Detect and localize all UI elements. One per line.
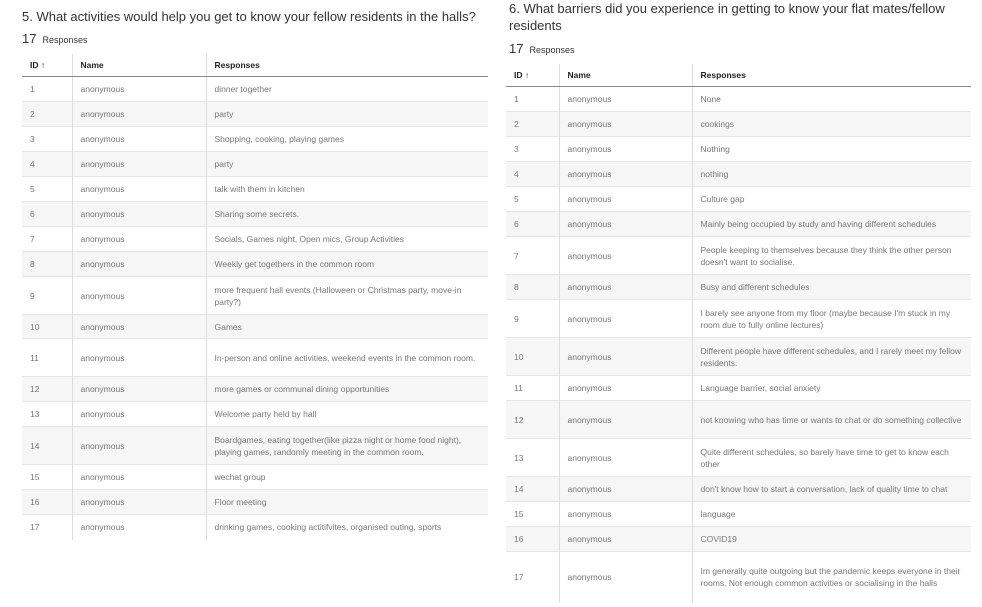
table-row[interactable] [22, 315, 488, 339]
cell-response: party [206, 152, 488, 177]
cell-id: 6 [506, 212, 559, 237]
cell-name: anonymous [72, 515, 206, 540]
table-row[interactable] [22, 427, 488, 465]
table-row[interactable] [506, 527, 971, 552]
cell-id: 14 [22, 427, 72, 465]
question-title: 6. What barriers did you experience in getting to know your flat mates/fellow residents [509, 1, 945, 33]
responses-table [506, 64, 971, 602]
cell-response: party [206, 102, 488, 127]
cell-response: In-person and online activities, weekend events in the common room. [206, 339, 488, 377]
table-row[interactable] [22, 127, 488, 152]
cell-response: Games [206, 315, 488, 339]
cell-id: 16 [506, 527, 559, 552]
cell-id: 5 [22, 177, 72, 202]
cell-name: anonymous [72, 402, 206, 427]
cell-name: anonymous [72, 427, 206, 465]
cell-id: 8 [22, 252, 72, 277]
cell-response: Socials, Games night, Open mics, Group Activities [206, 227, 488, 252]
cell-response: dinner together [206, 77, 488, 102]
cell-response: Im generally quite outgoing but the pandemic keeps everyone in their rooms. Not enough common activities or socialising in the halls [692, 552, 971, 602]
cell-response: Quite different schedules, so barely have time to get to know each other [692, 439, 971, 477]
table-row[interactable] [506, 502, 971, 527]
cell-response: Different people have different schedules, and I rarely meet my fellow residents. [692, 338, 971, 376]
cell-id: 2 [506, 112, 559, 137]
cell-response: Weekly get togethers in the common room [206, 252, 488, 277]
cell-response: Sharing some secrets. [206, 202, 488, 227]
cell-name: anonymous [559, 338, 692, 376]
cell-id: 17 [506, 552, 559, 602]
cell-id: 7 [506, 237, 559, 275]
cell-name: anonymous [72, 490, 206, 515]
cell-name: anonymous [559, 162, 692, 187]
cell-response: Mainly being occupied by study and having different schedules [692, 212, 971, 237]
cell-response: language [692, 502, 971, 527]
cell-id: 16 [22, 490, 72, 515]
cell-response: don't know how to start a conversation, lack of quality time to chat [692, 477, 971, 502]
table-row[interactable] [506, 376, 971, 401]
table-row[interactable] [506, 162, 971, 187]
cell-response: more frequent hall events (Halloween or Christmas party, move-in party?) [206, 277, 488, 315]
cell-id: 13 [506, 439, 559, 477]
cell-response: talk with them in kitchen [206, 177, 488, 202]
cell-name: anonymous [559, 212, 692, 237]
cell-name: anonymous [559, 300, 692, 338]
table-row[interactable] [22, 339, 488, 377]
cell-response: Nothing [692, 137, 971, 162]
cell-id: 12 [506, 401, 559, 439]
cell-name: anonymous [559, 275, 692, 300]
cell-name: anonymous [559, 527, 692, 552]
table-row[interactable] [22, 277, 488, 315]
table-row[interactable] [506, 187, 971, 212]
table-row[interactable] [506, 477, 971, 502]
cell-id: 9 [506, 300, 559, 338]
table-row[interactable] [506, 439, 971, 477]
table-row[interactable] [22, 202, 488, 227]
cell-name: anonymous [72, 102, 206, 127]
table-row[interactable] [506, 300, 971, 338]
cell-id: 11 [506, 376, 559, 401]
cell-id: 11 [22, 339, 72, 377]
cell-id: 1 [506, 87, 559, 112]
cell-response: Language barrier, social anxiety [692, 376, 971, 401]
response-count-number: 17 [22, 31, 37, 46]
cell-name: anonymous [559, 87, 692, 112]
table-row[interactable] [22, 227, 488, 252]
table-row[interactable] [22, 152, 488, 177]
cell-name: anonymous [72, 377, 206, 402]
cell-id: 6 [22, 202, 72, 227]
arrow-up-icon: ↑ [40, 60, 46, 70]
cell-name: anonymous [72, 177, 206, 202]
cell-id: 10 [22, 315, 72, 339]
column-header-id[interactable]: ID ↑ [506, 64, 559, 87]
cell-id: 5 [506, 187, 559, 212]
cell-id: 1 [22, 77, 72, 102]
cell-response: Welcome party held by hall [206, 402, 488, 427]
cell-id: 13 [22, 402, 72, 427]
cell-response: cookings [692, 112, 971, 137]
response-count-label: Responses [42, 35, 88, 45]
question-title: 5. What activities would help you get to know your fellow residents in the halls? [22, 9, 476, 24]
cell-name: anonymous [559, 502, 692, 527]
table-header-row [22, 54, 488, 77]
cell-response: wechat group [206, 465, 488, 490]
table-row[interactable] [22, 252, 488, 277]
table-row[interactable] [22, 102, 488, 127]
responses-table [22, 54, 488, 540]
cell-name: anonymous [559, 401, 692, 439]
column-header-responses[interactable]: Responses [692, 64, 971, 87]
cell-name: anonymous [72, 77, 206, 102]
table-row[interactable] [506, 237, 971, 275]
cell-name: anonymous [72, 227, 206, 252]
question-6-panel [497, 0, 982, 607]
cell-response: None [692, 87, 971, 112]
table-row[interactable] [506, 212, 971, 237]
table-row[interactable] [506, 87, 971, 112]
table-row[interactable] [506, 552, 971, 602]
cell-response: nothing [692, 162, 971, 187]
cell-id: 15 [506, 502, 559, 527]
cell-id: 2 [22, 102, 72, 127]
table-row[interactable] [506, 401, 971, 439]
cell-response: Busy and different schedules [692, 275, 971, 300]
arrow-up-icon: ↑ [524, 70, 530, 80]
response-count-label: Responses [529, 45, 575, 55]
cell-name: anonymous [559, 187, 692, 212]
table-row[interactable] [22, 177, 488, 202]
cell-response: People keeping to themselves because they think the other person doesn't want to socialise. [692, 237, 971, 275]
cell-id: 15 [22, 465, 72, 490]
cell-response: COVID19 [692, 527, 971, 552]
cell-name: anonymous [559, 477, 692, 502]
cell-id: 7 [22, 227, 72, 252]
cell-name: anonymous [559, 552, 692, 602]
table-row[interactable] [506, 275, 971, 300]
cell-id: 4 [506, 162, 559, 187]
cell-name: anonymous [72, 202, 206, 227]
cell-name: anonymous [559, 376, 692, 401]
response-count [509, 41, 575, 56]
cell-id: 9 [22, 277, 72, 315]
cell-name: anonymous [559, 237, 692, 275]
cell-name: anonymous [559, 112, 692, 137]
table-row[interactable] [506, 137, 971, 162]
response-count-number: 17 [509, 41, 524, 56]
table-row[interactable] [22, 377, 488, 402]
column-header-name[interactable]: Name [72, 54, 206, 77]
table-row[interactable] [506, 112, 971, 137]
cell-name: anonymous [72, 252, 206, 277]
table-row[interactable] [506, 338, 971, 376]
cell-response: more games or communal dining opportunities [206, 377, 488, 402]
cell-id: 3 [506, 137, 559, 162]
table-row[interactable] [22, 515, 488, 540]
response-count [22, 31, 88, 46]
table-row[interactable] [22, 465, 488, 490]
cell-id: 8 [506, 275, 559, 300]
cell-name: anonymous [72, 339, 206, 377]
cell-response: I barely see anyone from my floor (maybe because I'm stuck in my room due to fully online lectures) [692, 300, 971, 338]
cell-response: drinking games, cooking actitifvites, organised outing, sports [206, 515, 488, 540]
cell-response: Shopping, cooking, playing games [206, 127, 488, 152]
cell-name: anonymous [72, 315, 206, 339]
cell-name: anonymous [72, 127, 206, 152]
cell-name: anonymous [72, 277, 206, 315]
cell-response: Culture gap [692, 187, 971, 212]
column-header-id[interactable]: ID ↑ [22, 54, 72, 77]
column-header-name[interactable]: Name [559, 64, 692, 87]
column-header-responses[interactable]: Responses [206, 54, 488, 77]
cell-id: 17 [22, 515, 72, 540]
cell-response: Boardgames, eating together(like pizza night or home food night), playing games, randomly meeting in the common room. [206, 427, 488, 465]
cell-name: anonymous [559, 439, 692, 477]
cell-name: anonymous [559, 137, 692, 162]
cell-name: anonymous [72, 152, 206, 177]
table-header-row [506, 64, 971, 87]
cell-response: Floor meeting [206, 490, 488, 515]
cell-id: 4 [22, 152, 72, 177]
table-row[interactable] [22, 490, 488, 515]
table-row[interactable] [22, 402, 488, 427]
cell-id: 12 [22, 377, 72, 402]
cell-id: 10 [506, 338, 559, 376]
cell-name: anonymous [72, 465, 206, 490]
table-row[interactable] [22, 77, 488, 102]
cell-id: 14 [506, 477, 559, 502]
cell-response: not knowing who has time or wants to chat or do something collective [692, 401, 971, 439]
cell-id: 3 [22, 127, 72, 152]
